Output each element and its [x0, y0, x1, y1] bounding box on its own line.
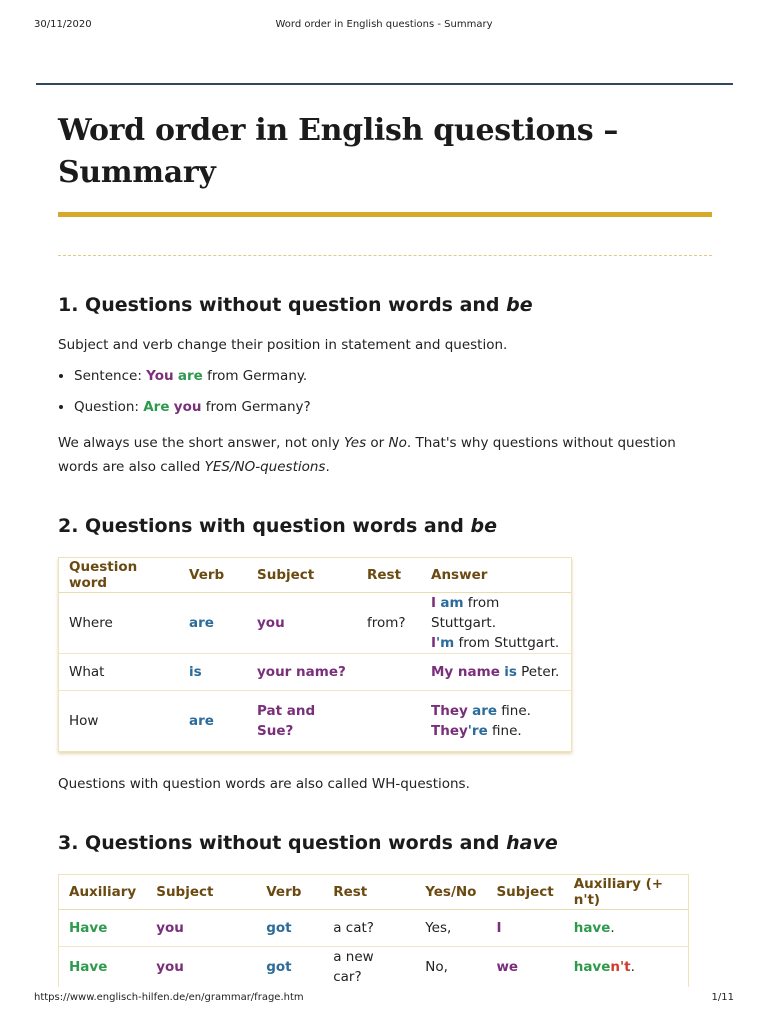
- answer-verb: 'm: [436, 635, 455, 651]
- print-date: 30/11/2020: [34, 19, 92, 30]
- section-3-title-text: 3. Questions without question words and: [58, 831, 507, 854]
- have-table-wrap: [58, 874, 689, 987]
- cell-yes-no: No,: [425, 958, 448, 975]
- cell-verb: got: [256, 909, 323, 946]
- section-1-title-em: be: [506, 294, 533, 316]
- cell-rest: from?: [357, 593, 421, 654]
- example-sentence: [74, 366, 712, 386]
- cell-auxiliary: Have: [59, 909, 146, 946]
- answer-rest: fine.: [497, 702, 531, 719]
- answer-rest: from Stuttgart.: [431, 595, 500, 631]
- answer-line: [431, 633, 561, 653]
- note-no: No: [388, 435, 407, 451]
- cell-subject: Pat and Sue?: [257, 702, 316, 739]
- col-header: Auxiliary (+ n't): [564, 875, 688, 910]
- col-header: Verb: [179, 558, 247, 593]
- answer-line: [431, 701, 561, 721]
- answer-subject: I: [431, 595, 437, 611]
- cell-verb: are: [179, 593, 247, 654]
- note-text: We always use the short answer, not only: [58, 435, 345, 451]
- print-title: Word order in English questions - Summary: [275, 19, 493, 30]
- section-2-title: [58, 513, 712, 539]
- cell-answer: [421, 654, 571, 691]
- col-header: Answer: [421, 558, 571, 593]
- note-text: .: [325, 459, 330, 475]
- section-1-examples: [58, 366, 712, 417]
- punct: .: [630, 958, 635, 975]
- col-header: Verb: [256, 875, 323, 910]
- aux-word: have: [573, 958, 611, 975]
- answer-verb: are: [472, 702, 498, 719]
- be-table: [59, 558, 571, 751]
- cell-auxiliary: Have: [69, 958, 108, 975]
- table-row: [59, 691, 571, 751]
- note-yn: YES/NO-questions: [204, 459, 326, 475]
- table-row: [59, 593, 571, 654]
- answer-subject: They: [431, 702, 468, 719]
- section-3-title: [58, 830, 712, 856]
- article: [58, 110, 712, 991]
- subject-word: you: [173, 399, 202, 415]
- cell-answer-subject: we: [496, 958, 519, 975]
- col-header: Yes/No: [415, 875, 486, 910]
- answer-subject: I: [431, 635, 437, 651]
- cell-rest: [357, 654, 421, 691]
- answer-rest: Peter.: [516, 664, 560, 680]
- note-text: . That's why questions without question words are also called: [58, 435, 676, 475]
- section-1-title-text: 1. Questions without question words and: [58, 294, 507, 316]
- answer-line: [431, 593, 561, 633]
- col-header: Rest: [323, 875, 415, 910]
- page-number: 1/11: [711, 992, 734, 1003]
- top-divider: [36, 83, 733, 85]
- note-yes: Yes: [344, 435, 367, 451]
- cell-answer-subject: I: [486, 909, 563, 946]
- cell-subject: you: [247, 593, 357, 654]
- page-title: [58, 110, 712, 194]
- subject-word: You: [146, 368, 174, 384]
- answer-subject: My name: [431, 664, 500, 680]
- aux-word: have: [573, 919, 611, 936]
- cell-answer-auxiliary: [564, 946, 688, 987]
- table-header-row: [59, 875, 688, 910]
- print-header: [0, 19, 768, 33]
- cell-answer: [421, 691, 571, 751]
- page-title-line-2: Summary: [58, 155, 216, 190]
- be-table-wrap: [58, 557, 572, 752]
- section-2-title-text: 2. Questions with question words and: [58, 515, 471, 537]
- answer-verb: 're: [467, 722, 488, 739]
- answer-rest: fine.: [487, 722, 522, 739]
- col-header: Rest: [357, 558, 421, 593]
- example-question: [74, 397, 712, 417]
- negation: n't: [610, 958, 631, 975]
- example-label: Sentence:: [74, 368, 147, 384]
- cell-subject: your name?: [247, 654, 357, 691]
- print-url: https://www.englisch-hilfen.de/en/grammar/frage.htm: [34, 992, 304, 1003]
- dotted-divider: [58, 255, 712, 256]
- col-header: Auxiliary: [59, 875, 146, 910]
- section-1-intro: Subject and verb change their position in statement and question.: [58, 337, 508, 353]
- cell-subject: you: [146, 909, 256, 946]
- cell-yes-no: Yes,: [415, 909, 486, 946]
- title-underline: [58, 212, 712, 217]
- cell-answer: [421, 593, 571, 654]
- cell-verb: are: [189, 712, 214, 729]
- cell-rest: a new car?: [333, 948, 374, 985]
- page-title-line-1: Word order in English questions –: [58, 113, 619, 148]
- table-row: [59, 654, 571, 691]
- example-rest: from Germany.: [202, 368, 308, 384]
- col-header: Subject: [486, 875, 563, 910]
- answer-rest: from Stuttgart.: [454, 635, 560, 651]
- note-text: or: [366, 435, 389, 451]
- cell-rest: [357, 691, 421, 751]
- section-2-note: Questions with question words are also called WH-questions.: [58, 775, 470, 792]
- verb-word: Are: [143, 399, 170, 415]
- section-1-note: [58, 431, 712, 479]
- col-header: Question word: [59, 558, 179, 593]
- cell-subject: you: [156, 958, 184, 975]
- col-header: Subject: [146, 875, 256, 910]
- table-row: [59, 909, 688, 946]
- cell-question-word: How: [69, 712, 99, 729]
- cell-rest: a cat?: [323, 909, 415, 946]
- cell-answer-auxiliary: [564, 909, 688, 946]
- example-label: Question:: [74, 399, 144, 415]
- print-footer: [0, 992, 768, 1006]
- answer-line: [431, 721, 561, 741]
- col-header: Subject: [247, 558, 357, 593]
- cell-verb: got: [266, 958, 292, 975]
- answer-verb: is: [504, 664, 517, 680]
- section-2-title-em: be: [470, 515, 497, 537]
- table-header-row: [59, 558, 571, 593]
- section-1-title: [58, 292, 712, 318]
- answer-verb: am: [440, 595, 464, 611]
- cell-question-word: What: [59, 654, 179, 691]
- section-3-title-em: have: [506, 831, 558, 854]
- verb-word: are: [177, 368, 203, 384]
- cell-question-word: Where: [59, 593, 179, 654]
- table-row: [59, 946, 688, 987]
- punct: .: [610, 919, 615, 936]
- have-table: [59, 875, 688, 987]
- cell-verb: is: [179, 654, 247, 691]
- example-rest: from Germany?: [201, 399, 311, 415]
- answer-subject: They: [431, 722, 468, 739]
